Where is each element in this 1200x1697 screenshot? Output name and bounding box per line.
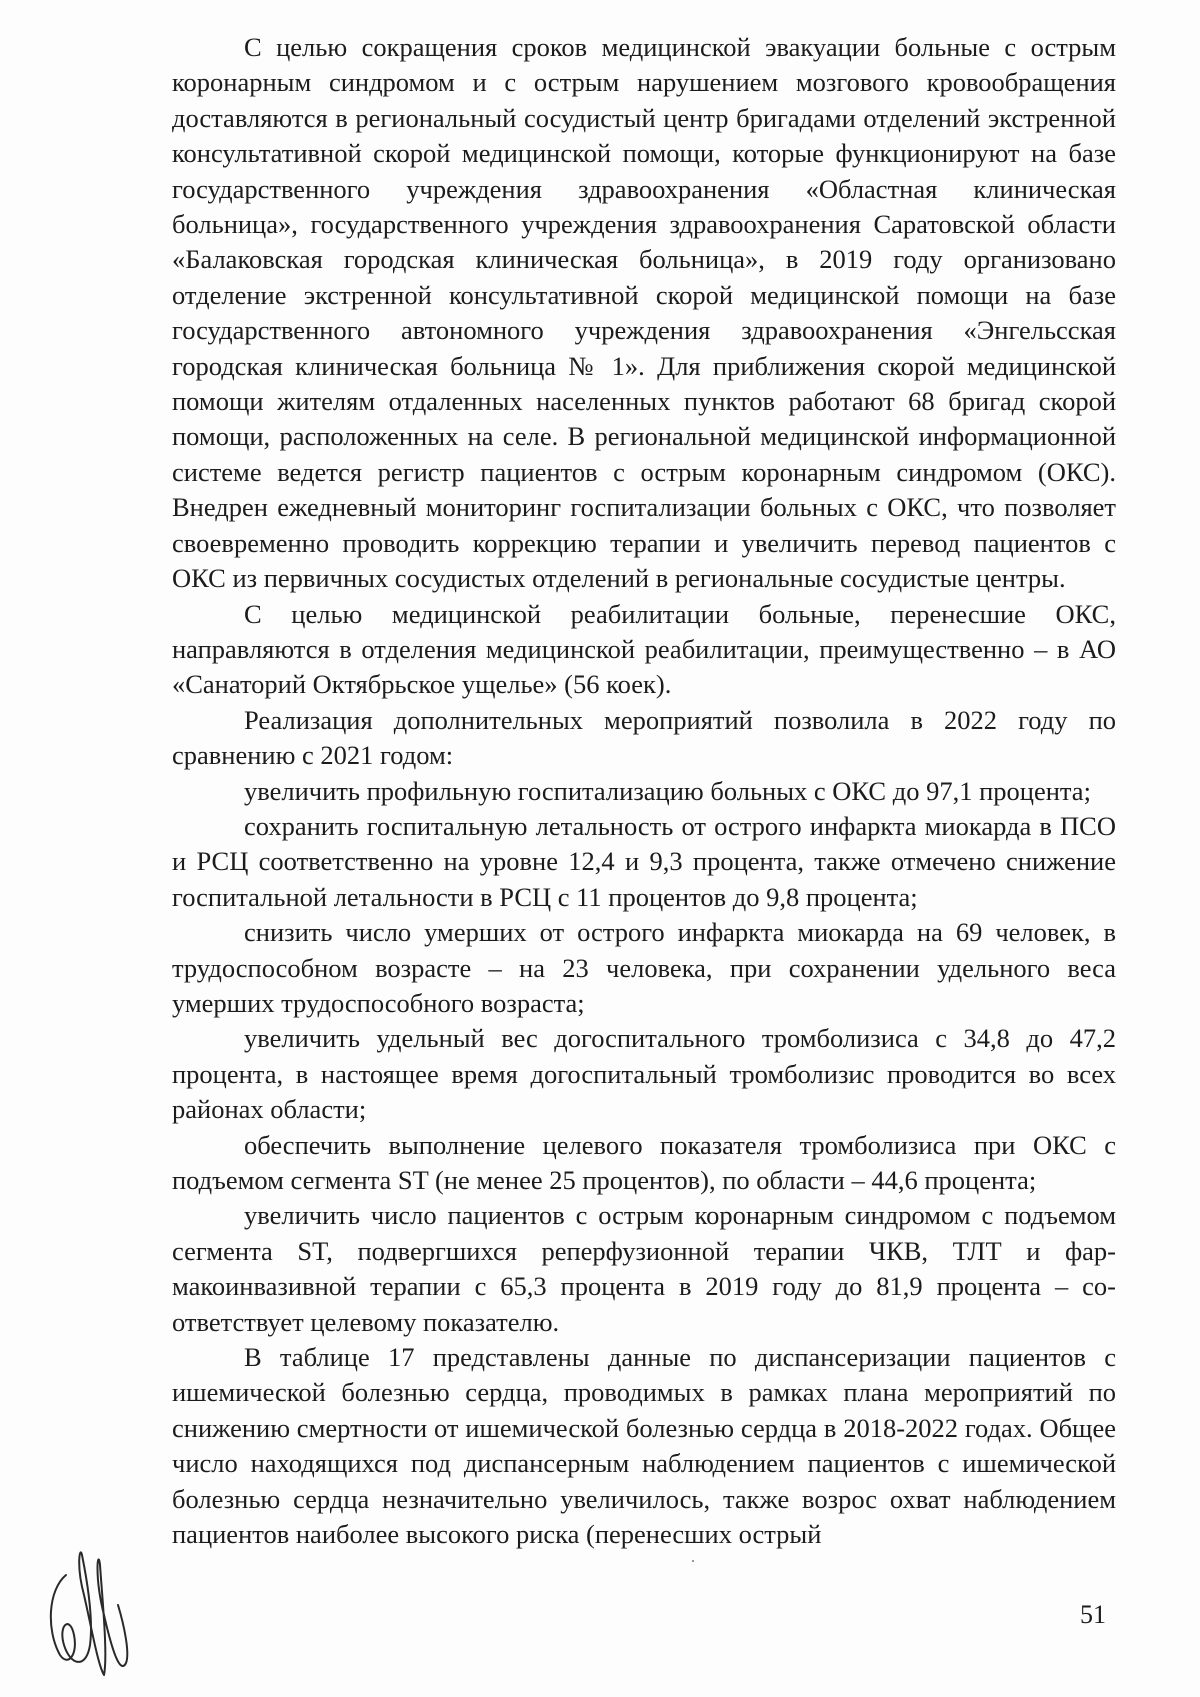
list-item-reperfusion: увеличить число пациентов с острым коронарным синдромом с подъемом сегмента ST, подвергшихся реперфузионной терапии ЧКВ, ТЛТ и фармакоинвазивной терапии с 65,3 процента в 2019 году до 81,9 процента – соответствует целевому показателю. xyxy=(172,1200,1116,1337)
scan-speck xyxy=(692,1560,694,1562)
page-number: 51 xyxy=(1080,1600,1106,1629)
list-item-lethality: сохранить госпитальную летальность от острого инфаркта миокарда в ПСО и РСЦ соответственно на уровне 12,4 и 9,3 процента, также отмечено снижение госпитальной летальности в РСЦ с 11 процентов до 9,8 процента; xyxy=(172,810,1116,912)
handwritten-signature xyxy=(38,1535,148,1685)
list-item-mortality: снизить число умерших от острого инфаркта миокарда на 69 человек, в трудоспособном возрасте – на 23 человека, при сохранении удельного веса умерших трудоспособного возраста; xyxy=(172,917,1116,1018)
list-item-thrombolysis-target: обеспечить выполнение целевого показателя тромболизиса при ОКС с подъемом сегмента ST (не менее 25 процентов), по области – 44,6 процента; xyxy=(172,1129,1116,1195)
paragraph-evacuation: С целью сокращения сроков медицинской эвакуации больные с острым коронарным синдромом и с острым нарушением мозгового кровообращения доставляются в региональный сосудистый центр бригадами отделений экстренной консультативной скорой медицинской помощи, которые функционируют на базе государственного учреждения здравоохранения «Областная клиническая больница», государственного учреждения здравоохранения Саратовской области «Балаковская городская клиническая больница», в 2019 году организовано отделение экстренной консультативной скорой медицинской помощи на базе государственного автономного учреждения здравоохранения «Энгельсская городская клиническая больница № 1». Для приближения скорой медицинской помощи жителям отдаленных населенных пунктов работают 68 бригад скорой помощи, расположенных на селе. В региональной медицинской информационной системе ведется регистр пациентов с острым коронарным синдромом (ОКС). Внедрен ежедневный мониторинг госпитализации больных с ОКС, что позволяет своевременно проводить коррекцию терапии и увеличить перевод пациентов с ОКС из первичных сосудистых отделений в региональные сосудистые центры. xyxy=(172,32,1116,594)
list-item-hospitalization: увеличить профильную госпитализацию больных с ОКС до 97,1 процента; xyxy=(244,775,1091,806)
list-item-thrombolysis-share: увеличить удельный вес догоспитального тромболизиса с 34,8 до 47,2 процента, в настоящее время догоспитальный тромболизис проводится во всех районах области; xyxy=(172,1023,1116,1125)
paragraph-table-17: В таблице 17 представлены данные по диспансеризации пациентов с ишемической болезнью сердца, проводимых в рамках плана мероприятий по снижению смертности от ишемической болезнью сердца в 2018-2022 годах. Общее число находящихся под диспансерным наблюдением пациентов с ишемической болезнью сердца незначительно увеличилось, также возрос охват наблюдением пациентов наиболее высокого риска (перенесших острый xyxy=(172,1342,1116,1550)
document-body xyxy=(172,30,1116,1552)
paragraph-results-intro: Реализация дополнительных мероприятий позволила в 2022 году по сравнению с 2021 годом: xyxy=(172,704,1116,771)
paragraph-rehabilitation: С целью медицинской реабилитации больные, перенесшие ОКС, направляются в отделения медицинской реабилитации, преимущественно – в АО «Санаторий Октябрьское ущелье» (56 коек). xyxy=(172,598,1116,700)
